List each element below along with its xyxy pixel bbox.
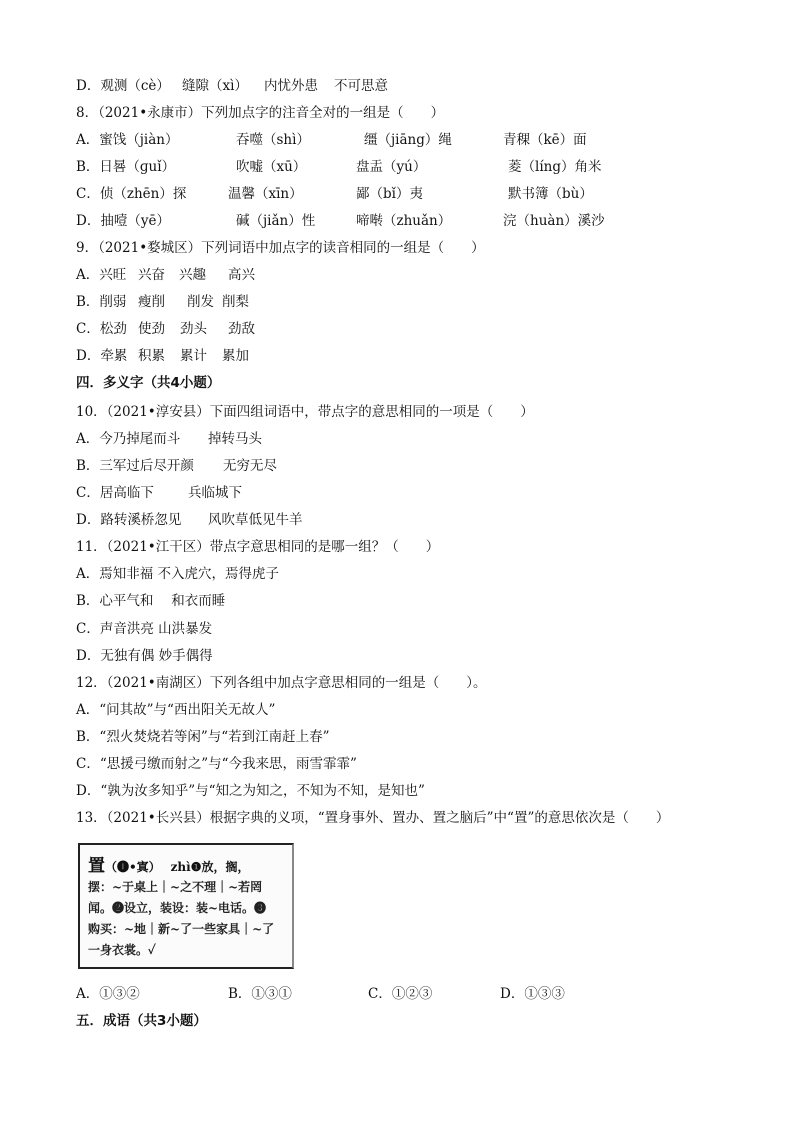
q9-b-3: 削发 [187, 294, 214, 310]
q8-b-3: 盘盂（yú） [356, 159, 427, 175]
q8-a-1: A．蜜饯（jiàn） [76, 132, 179, 148]
q9-d-2: 积累 [138, 348, 165, 364]
q8-d-4: 浣（huàn）溪沙 [503, 213, 605, 229]
q9-a-2: 兴奋 [138, 267, 165, 283]
q10-stem: 10．（2021•淳安县）下面四组词语中，带点字的意思相同的一项是（ ） [76, 404, 534, 420]
q10-c-1: C．居高临下 [76, 485, 154, 501]
q12-stem: 12．（2021•南湖区）下列各组中加点字意思相同的一组是（ ）。 [76, 675, 487, 691]
q7-d-word1: D．观测（cè） [76, 78, 170, 94]
q9-a-1: A．兴旺 [76, 267, 127, 283]
q8-a-3: 缰（jiāng）绳 [364, 132, 452, 148]
dict-line-2: 闻。❷设立，装设：装~电话。❸ [88, 901, 267, 915]
q9-b-1: B．削弱 [76, 294, 127, 310]
q10-d-2: 风吹草低见牛羊 [208, 512, 303, 528]
q9-b-2: 瘦削 [138, 294, 165, 310]
q9-c-3: 劲头 [180, 321, 207, 337]
q7-d-word4: 不可思意 [334, 78, 388, 94]
dict-line-4: 一身衣裳。✓ [88, 943, 156, 957]
dict-head-char: 置 [88, 856, 105, 876]
q11-option-b: B．心平气和 和衣而睡 [76, 593, 226, 609]
q11-option-a: A．焉知非福 不入虎穴，焉得虎子 [76, 566, 280, 582]
q10-a-1: A．今乃掉尾而斗 [76, 431, 181, 447]
q9-a-4: 高兴 [228, 267, 255, 283]
q9-d-3: 累计 [180, 348, 207, 364]
dict-line-1: 摆：~于桌上｜~之不理｜~若罔 [88, 880, 263, 894]
q7-d-word3: 内忧外患 [264, 78, 318, 94]
q9-d-1: D．牵累 [76, 348, 128, 364]
q9-c-1: C．松劲 [76, 321, 127, 337]
q8-b-1: B．日晷（ɡuǐ） [76, 159, 176, 175]
dict-headword [88, 851, 249, 876]
q7-d-word2: 缝隙（xì） [182, 78, 248, 94]
q8-c-1: C．侦（zhēn）探 [76, 186, 187, 202]
q12-option-b: B．“烈火焚烧若等闲”与“若到江南赶上春” [76, 729, 330, 745]
q9-c-4: 劲敌 [228, 321, 255, 337]
q10-b-1: B．三军过后尽开颜 [76, 458, 194, 474]
q13-option-d: D．①③③ [500, 986, 565, 1002]
q8-a-2: 吞噬（shì） [236, 132, 310, 148]
dict-head-tail: zhì❶放，搁， [170, 860, 250, 874]
dict-head-pinyin: （❶•寘） [105, 860, 161, 874]
q8-b-4: 菱（líng）角米 [508, 159, 602, 175]
q9-b-4: 削梨 [222, 294, 249, 310]
q13-option-a: A．①③② [76, 986, 140, 1002]
q11-stem: 11．（2021•江干区）带点字意思相同的是哪一组？（ ） [76, 539, 440, 555]
q13-option-c: C．①②③ [368, 986, 433, 1002]
q10-a-2: 掉转马头 [208, 431, 262, 447]
q13-stem: 13．（2021•长兴县）根据字典的义项，“置身事外、置办、置之脑后”中“置”的意思依次是（ ） [76, 810, 670, 826]
q8-c-2: 温馨（xīn） [228, 186, 303, 202]
section-heading-4: 四．多义字（共4小题） [76, 375, 221, 391]
q9-stem: 9．（2021•婺城区）下列词语中加点字的读音相同的一组是（ ） [76, 240, 485, 256]
dictionary-entry-image [78, 843, 294, 969]
q12-option-c: C．“思援弓缴而射之”与“今我来思，雨雪霏霏” [76, 756, 357, 772]
section-heading-5: 五．成语（共3小题） [76, 1013, 207, 1029]
q10-c-2: 兵临城下 [188, 485, 242, 501]
q10-b-2: 无穷无尽 [223, 458, 277, 474]
q9-d-4: 累加 [222, 348, 249, 364]
q12-option-d: D．“孰为汝多知乎”与“知之为知之，不知为不知，是知也” [76, 783, 425, 799]
dict-line-3: 购买：~地｜新~了一些家具｜~了 [88, 922, 275, 936]
q8-d-1: D．抽噎（yē） [76, 213, 170, 229]
q13-option-b: B．①③① [228, 986, 292, 1002]
q8-d-2: 碱（jiǎn）性 [236, 213, 316, 229]
q8-c-3: 鄙（bǐ）夷 [356, 186, 423, 202]
q10-d-1: D．路转溪桥忽见 [76, 512, 182, 528]
q11-option-c: C．声音洪亮 山洪暴发 [76, 621, 213, 637]
q9-a-3: 兴趣 [179, 267, 206, 283]
q9-c-2: 使劲 [138, 321, 165, 337]
q12-option-a: A．“问其故”与“西出阳关无故人” [76, 702, 276, 718]
q8-stem: 8．（2021•永康市）下列加点字的注音全对的一组是（ ） [76, 105, 445, 121]
q8-b-2: 吹嘘（xū） [236, 159, 307, 175]
q8-d-3: 啼啭（zhuǎn） [356, 213, 452, 229]
q8-a-4: 青稞（kē）面 [503, 132, 587, 148]
q11-option-d: D．无独有偶 妙手偶得 [76, 648, 213, 664]
q8-c-4: 默书簿（bù） [508, 186, 593, 202]
